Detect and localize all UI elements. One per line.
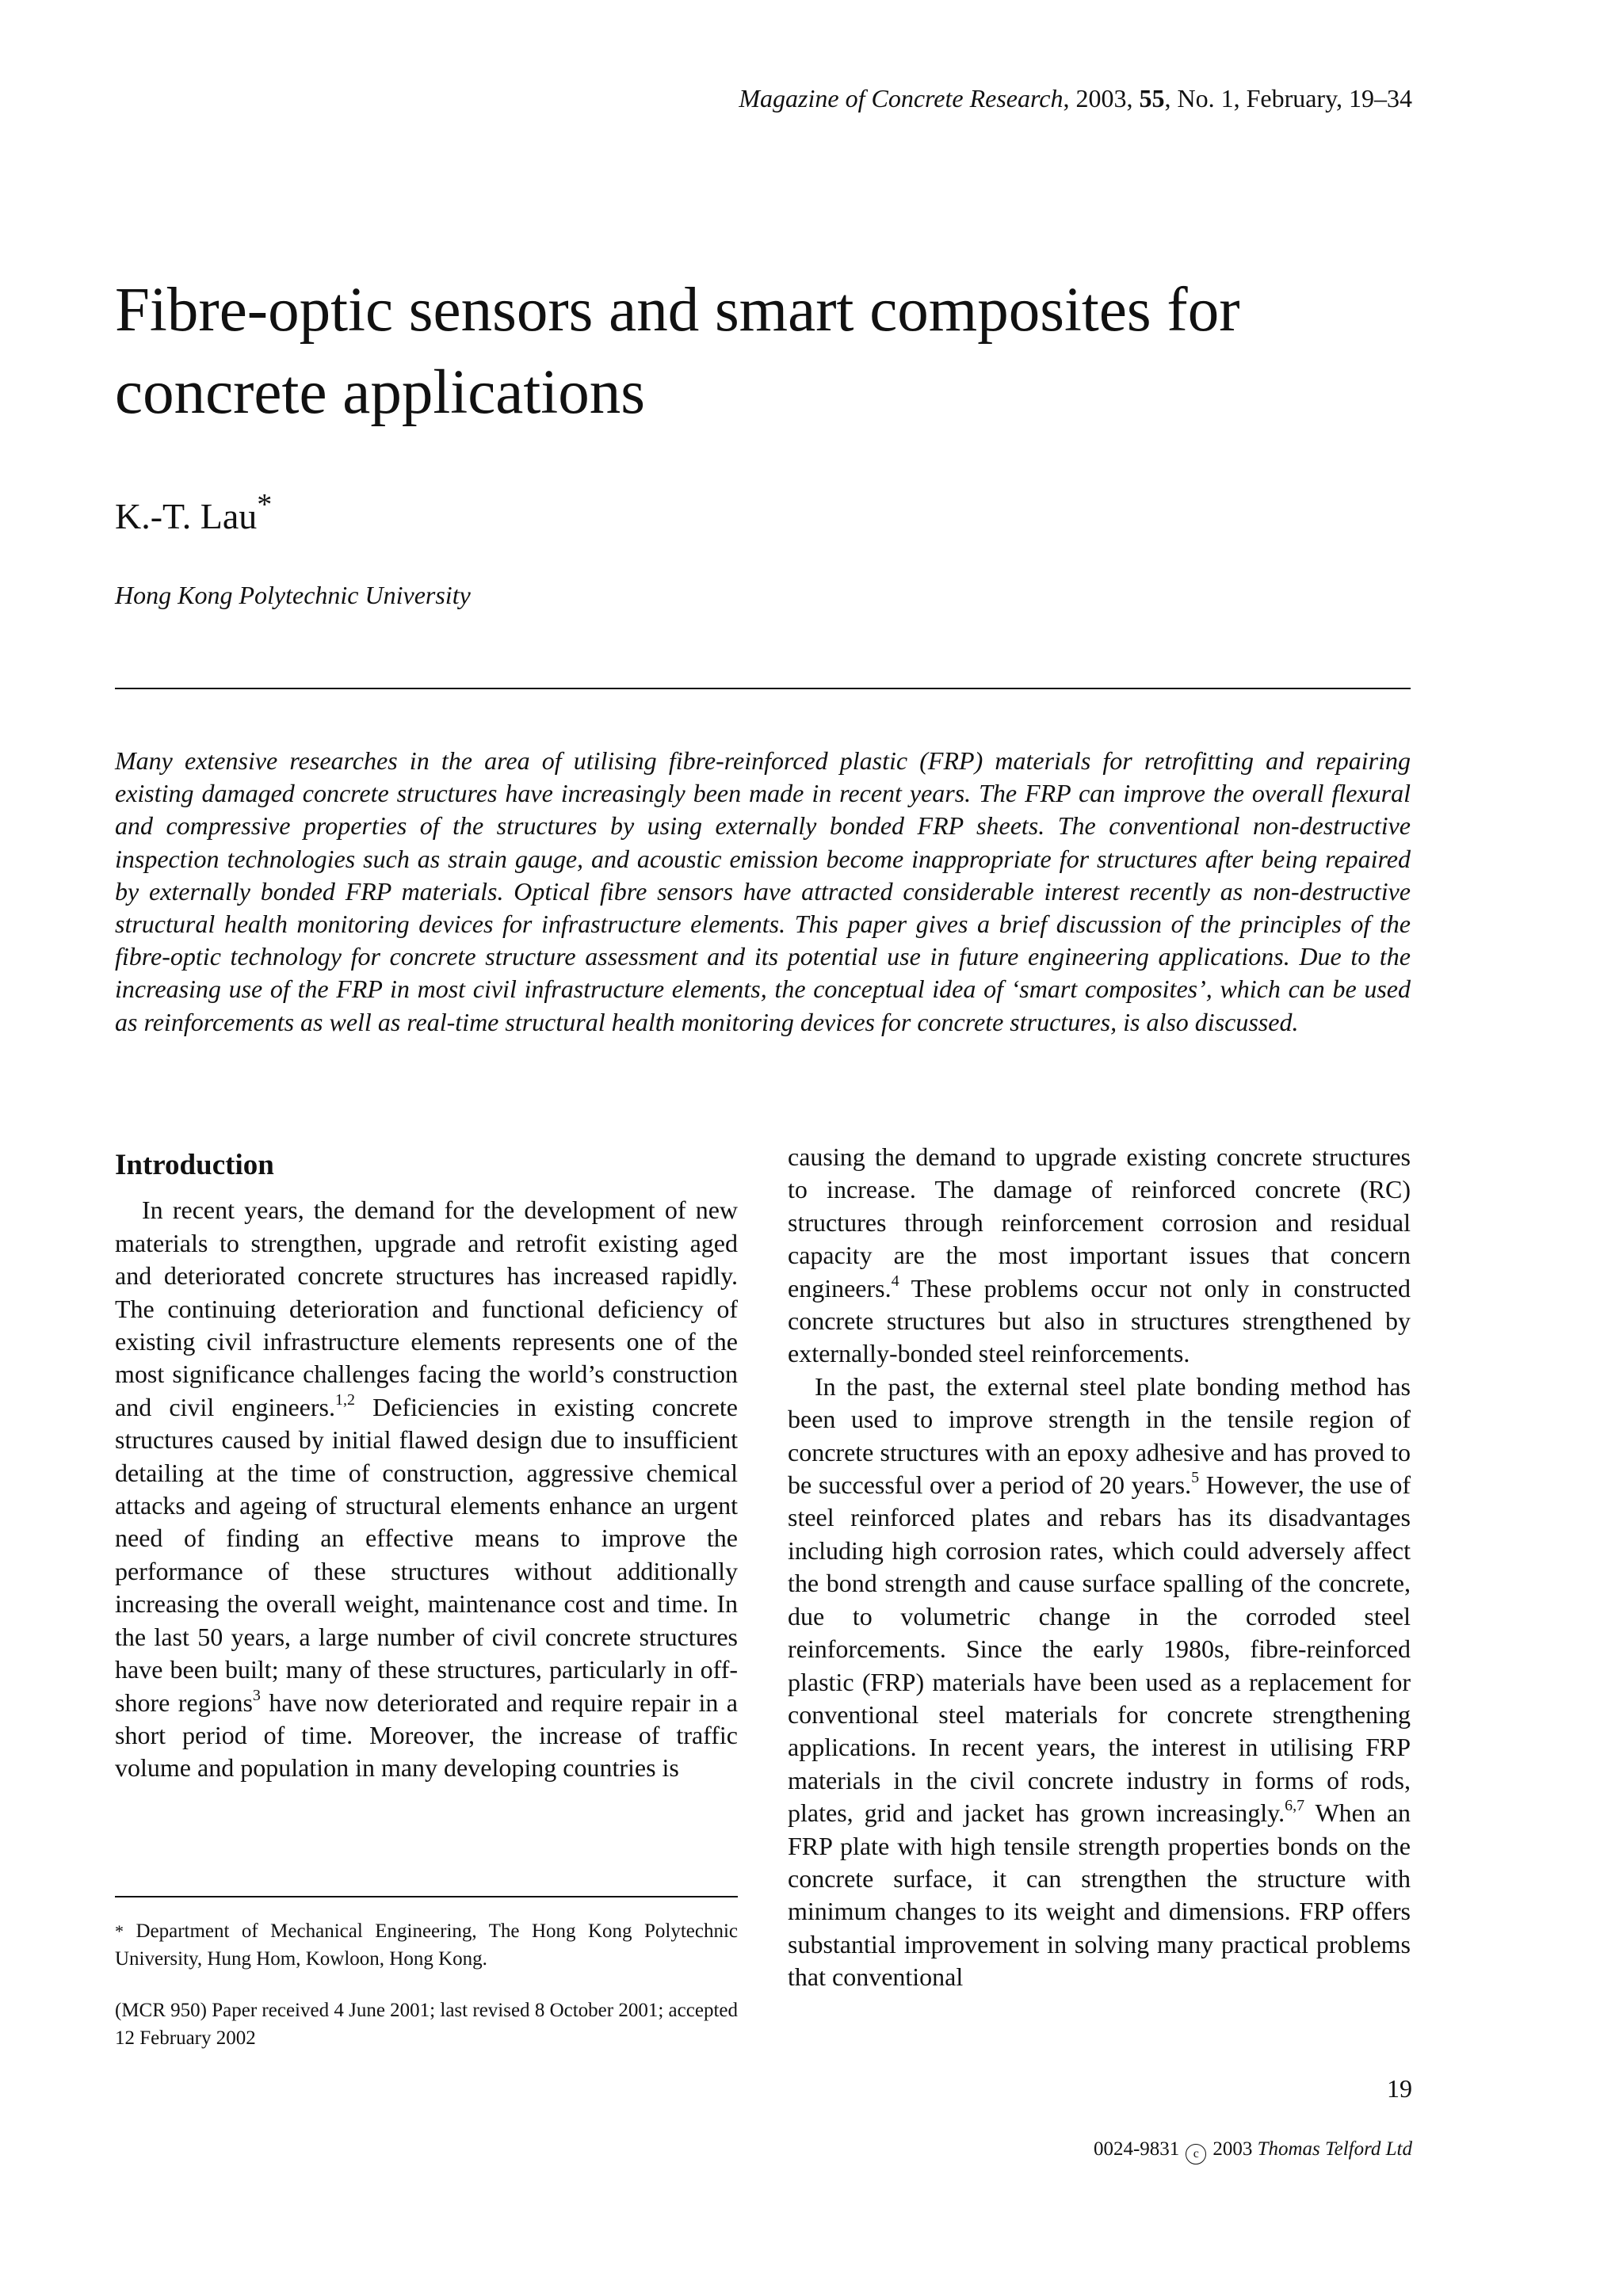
- author-footnote-mark: *: [257, 488, 273, 521]
- intro-p1-text-c-continued: causing the demand to upgrade existing concrete structures to increase. The damage of reinforced concrete (RC) structures through reinforcement corrosion and residual capacity are the most important issues that concern engineers.: [788, 1142, 1411, 1302]
- intro-p1-text-d: These problems occur not only in constructed concrete structures but also in structures strengthened by externally-bonded steel reinforcements.: [788, 1273, 1411, 1368]
- intro-paragraph-1-continued: [788, 1141, 1411, 1371]
- abstract: Many extensive researches in the area of utilising fibre-reinforced plastic (FRP) materials for retrofitting and repairing existing damaged concrete structures have increasingly been made in recent years. The FRP can improve the overall flexural and compressive properties of the structures by using externally bonded FRP sheets. The conventional non-destructive inspection technologies such as strain gauge, and acoustic emission become inappropriate for structures after being repaired by externally bonded FRP materials. Optical fibre sensors have attracted considerable interest recently as non-destructive structural health monitoring devices for infrastructure elements. This paper gives a brief discussion of the principles of the fibre-optic technology for concrete structure assessment and its potential use in future engineering applications. Due to the increasing use of the FRP in most civil infrastructure elements, the conceptual idea of ‘smart composites’, which can be used as reinforcements as well as real-time structural health monitoring devices for concrete structures, is also discussed.: [115, 746, 1411, 1036]
- citation-6-7: 6,7: [1285, 1797, 1305, 1815]
- intro-p2-text-c: When an FRP plate with high tensile strength properties bonds on the concrete surface, it can strengthen the structure with minimum changes to its weight and dimensions. FRP offers substantial improvement in solving many practical problems that conventional: [788, 1798, 1411, 1992]
- intro-p2-text-a: In the past, the external steel plate bonding method has been used to improve strength in the tensile region of concrete structures with an epoxy adhesive and has proved to be successful over a period of 20 years.: [788, 1371, 1411, 1500]
- right-column: [788, 1141, 1411, 1994]
- intro-paragraph-2: [788, 1371, 1411, 1994]
- footnote-divider: [115, 1896, 738, 1897]
- header-divider: [115, 688, 1411, 689]
- affiliation: Hong Kong Polytechnic University: [115, 581, 471, 609]
- citation-1-2: 1,2: [334, 1390, 355, 1409]
- section-heading-introduction: Introduction: [115, 1149, 274, 1181]
- footnote-received: (MCR 950) Paper received 4 June 2001; last revised 8 October 2001; accepted 12 February 2002: [115, 2000, 738, 2049]
- publisher: Thomas Telford Ltd: [1257, 2138, 1412, 2160]
- citation-4: 4: [891, 1272, 899, 1290]
- journal-name: Magazine of Concrete Research: [739, 84, 1064, 113]
- intro-p1-text-a: In recent years, the demand for the development of new materials to strengthen, upgrade and retrofit existing aged and deteriorated concrete structures has increased rapidly. The continuing deterioration and functional deficiency of existing civil infrastructure elements represents one of the most significance challenges facing the world’s construction and civil engineers.: [115, 1196, 738, 1421]
- citation-5: 5: [1191, 1469, 1200, 1487]
- copyright-line: [1094, 2138, 1412, 2164]
- intro-p1-text-c: have now deteriorated and require repair in a short period of time. Moreover, the increase of traffic volume and population in many developing countries is: [115, 1688, 738, 1783]
- journal-issue-pages: , No. 1, February, 19–34: [1164, 84, 1412, 113]
- footnote-mark: *: [115, 1921, 124, 1941]
- journal-volume: 55: [1139, 84, 1165, 113]
- footnote-affiliation-text: Department of Mechanical Engineering, The Hong Kong Polytechnic University, Hung Hom, Kowloon, Hong Kong.: [115, 1920, 738, 1970]
- intro-paragraph-1: [115, 1194, 738, 1784]
- copyright-year: 2003: [1212, 2138, 1253, 2160]
- citation-3: 3: [252, 1686, 261, 1704]
- left-column: [115, 1141, 738, 1785]
- page-number: 19: [1387, 2074, 1412, 2103]
- author: [115, 487, 272, 537]
- issn: 0024-9831: [1093, 2138, 1180, 2160]
- journal-citation: [739, 84, 1412, 113]
- intro-p2-text-b: However, the use of steel reinforced plates and rebars has its disadvantages including high corrosion rates, which could adversely affect the bond strength and cause surface spalling of the concrete, due to volumetric change in the corroded steel reinforcements. Since the early 1980s, fibre-reinforced plastic (FRP) materials have been used as a replacement for conventional steel materials for concrete strengthening applications. In recent years, the interest in utilising FRP materials in the civil concrete industry in forms of rods, plates, grid and jacket has grown increasingly.: [788, 1470, 1411, 1828]
- journal-year: , 2003,: [1063, 84, 1140, 113]
- author-name: K.-T. Lau: [115, 496, 258, 536]
- copyright-icon: c: [1186, 2144, 1206, 2164]
- paper-title: Fibre-optic sensors and smart composites for concrete applications: [115, 276, 1240, 427]
- intro-p1-text-b: Deficiencies in existing concrete structures caused by initial flawed design due to insufficient detailing at the time of construction, aggressive chemical attacks and ageing of structural elements enhance an urgent need of finding an effective means to improve the performance of these structures without additionally increasing the overall weight, maintenance cost and time. In the last 50 years, a large number of civil concrete structures have been built; many of these structures, particularly in off-shore regions: [115, 1392, 739, 1717]
- footnote-affiliation: [115, 1917, 738, 1973]
